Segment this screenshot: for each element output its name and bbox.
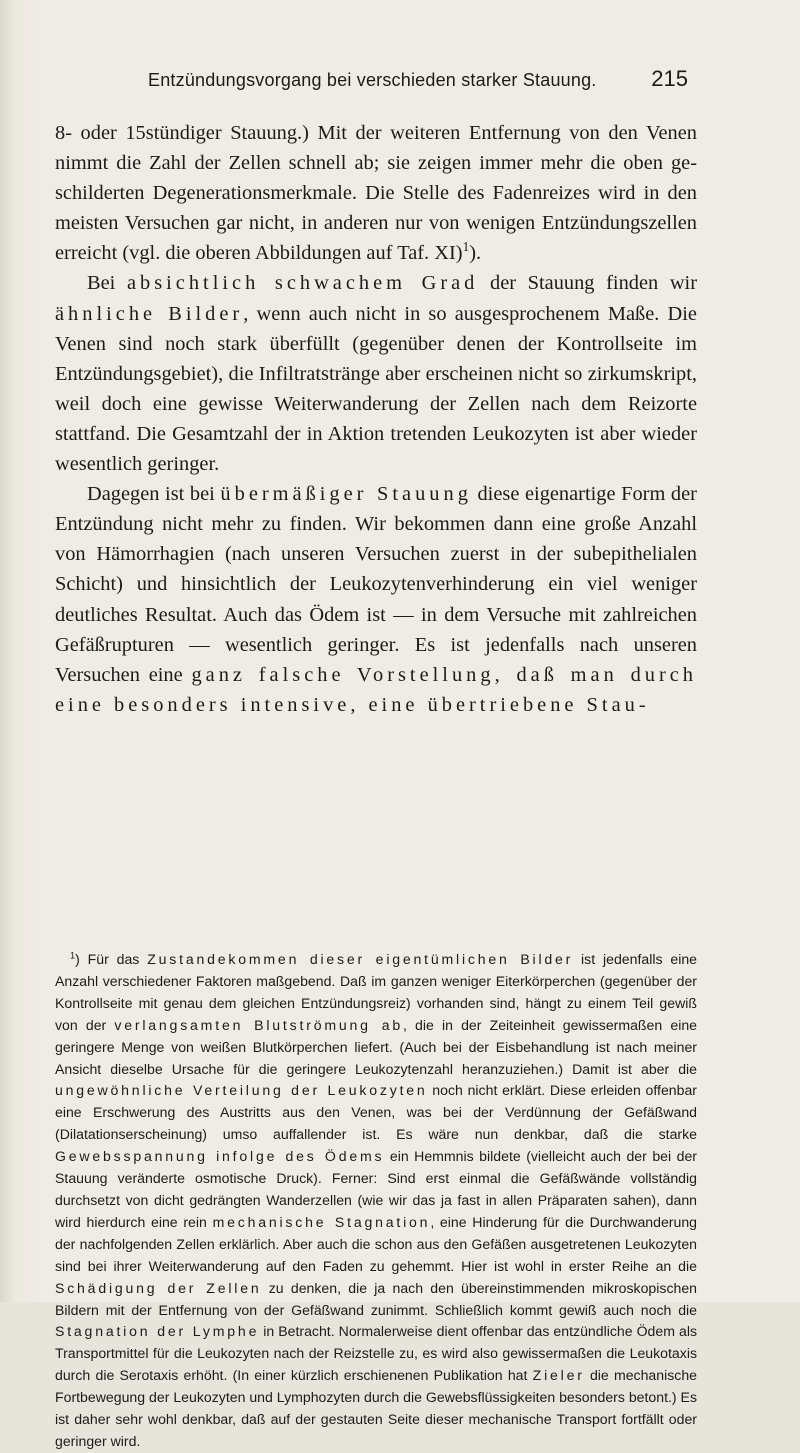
paragraph-1: 8- oder 15stündiger Stauung.) Mit der weiteren Entfernung von den Venen nimmt die Zahl der Zellen schnell ab; sie zeigen immer mehr die oben geschilderten Degenerationsmerkmale. Die Stelle des Fadenreizes wird in den meisten Versuchen gar nicht, in anderen nur von wenigen Entzündungszellen erreicht (vgl. die oberen Abbildungen auf Taf. XI)$^1$). (55, 122, 697, 265)
footnote-reference: 1 (462, 239, 470, 255)
page-number: 215 (651, 66, 688, 91)
main-text (55, 118, 697, 720)
footnote-marker: 1 (70, 950, 76, 961)
spaced-emphasis: übermäßiger Stauung (220, 483, 472, 506)
spaced-emphasis: ähnliche Bilder (55, 302, 244, 325)
page-header (148, 66, 688, 100)
paragraph-3: Dagegen ist bei übermäßiger Stauung diese eigenartige Form der Entzündung nicht mehr zu finden. Wir bekommen dann eine große Anzahl von Hämorrhagien (nach unseren Versuchen zuerst in der subepithelialen Schicht) und hinsichtlich der Leukozytenverhinderung ein viel weniger deutliches Resultat. Auch das Ödem ist — in dem Versuche mit zahlreichen Gefäßrupturen — wesentlich geringer. Es ist jedenfalls nach unseren Versuchen eine ganz falsche Vorstellung, daß man durch eine besonders intensive, eine übertriebene Stau- (55, 483, 697, 716)
footnote-text: $^1$) Für das Zustandekommen dieser eigentümlichen Bilder ist jedenfalls eine Anzahl verschiedener Faktoren maßgebend. Daß im ganzen weniger Eiterkörperchen (gegenüber der Kontrollseite mit genau dem gleichen Entzündungsreiz) vorhanden sind, hängt zu einem Teil gewiß von der verlangsamten Blutströmung ab, die in der Zeiteinheit gewissermaßen eine geringere Menge von weißen Blutkörperchen liefert. (Auch bei der Eisbehandlung ist nach meiner Ansicht dieselbe Ursache für die geringere Leukozytenzahl heranzuziehen.) Damit ist aber die ungewöhnliche Verteilung der Leukozyten noch nicht erklärt. Diese erleiden offenbar eine Erschwerung des Austritts aus den Venen, was bei der Verdünnung der Gefäßwand (Dilatationserscheinung) umso auffallender ist. Es wäre nun denkbar, daß die starke Gewebsspannung infolge des Ödems ein Hemmnis bildete (vielleicht auch der bei der Stauung veränderte osmotische Druck). Ferner: Sind erst einmal die Gefäßwände vollständig durchsetzt von dicht gedrängten Wanderzellen (wie wir das ja fast in allen Präparaten sahen), dann wird hierdurch eine rein mechanische Stagnation, eine Hinderung für die Durchwanderung der nachfolgenden Zellen erklärlich. Aber auch die schon aus den Gefäßen ausgetretenen Leukozyten sind bei ihrer Weiterwanderung auf den Faden zu gehemmt. Hier ist wohl in erster Reihe an die Schädigung der Zellen zu denken, die ja nach den übereinstimmenden mikroskopischen Bildern mit der Entfernung von der Gefäßwand zunimmt. Schließlich kommt gewiß auch noch die Stagnation der Lymphe in Betracht. Normalerweise dient offenbar das entzündliche Ödem als Transportmittel für die Leukozyten nach der Reizstelle zu, es wird also gewissermaßen die Leukotaxis durch die Serotaxis erhöht. (In einer kürzlich erschienenen Publikation hat Zieler die mechanische Fortbewegung der Leukozyten und Lymphozyten durch die Gewebsflüssigkeiten besonders betont.) Es ist daher sehr wohl denkbar, daß auf der gestauten Seite dieser mechanische Transport fortfällt oder geringer wird. (55, 950, 698, 1449)
running-head: Entzündungsvorgang bei verschieden starker Stauung. (148, 70, 597, 90)
footnote (55, 949, 697, 1453)
spaced-emphasis: absichtlich schwachem Grad (126, 272, 479, 295)
spaced-emphasis: ganz falsche Vorstellung, daß man durch eine besonders intensive, eine übertriebene Stau- (55, 663, 697, 716)
paragraph-2: Bei absichtlich schwachem Grad der Stauung finden wir ähnliche Bilder, wenn auch nicht in so ausgesprochenem Maße. Die Venen sind noch stark überfüllt (gegenüber denen der Kontrollseite im Entzündungsgebiet), die Infiltratstränge aber erscheinen nicht so zirkumskript, weil doch eine gewisse Weiterwanderung der Zellen nach dem Reizorte stattfand. Die Gesamtzahl der in Aktion tretenden Leukozyten ist aber wieder wesentlich geringer. (55, 272, 697, 476)
